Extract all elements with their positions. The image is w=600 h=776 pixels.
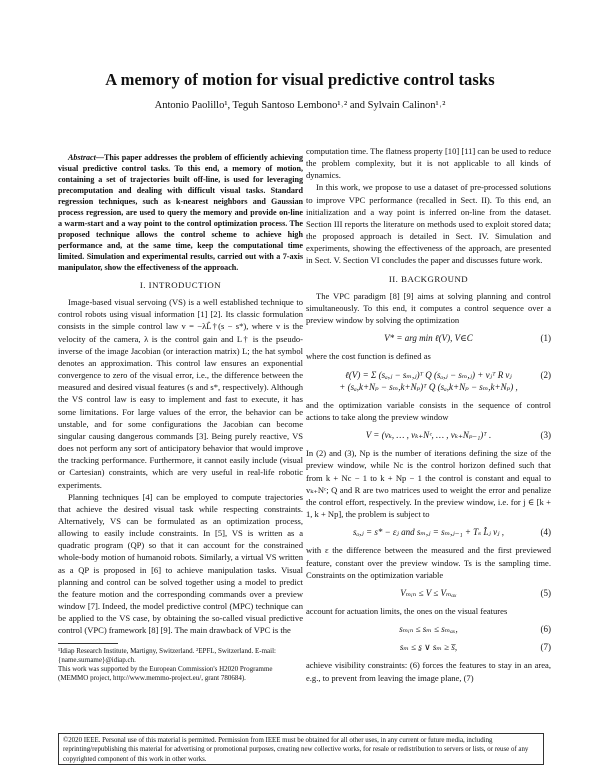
equation-3 [306,429,551,441]
footnote-affiliations: ¹Idiap Research Institute, Martigny, Switzerland. ²EPFL, Switzerland. E-mail: {name.surname}@idiap.ch. [58,646,276,664]
right-column [306,145,551,684]
equation-7-body: sₘ ≤ s̱ ∨ sₘ ≥ s̅, [399,642,458,653]
equation-2 [306,369,551,393]
equation-1-number: (1) [540,333,551,344]
copyright-notice: ©2020 IEEE. Personal use of this material is permitted. Permission from IEEE must be obtained for all other uses, in any current or future media, including reprinting/republishing this material for advertising or promotional purposes, creating new collective works, for resale or redistribution to servers or lists, or reuse of any copyrighted component of this work in other works. [58,733,544,765]
background-paragraph-4: In (2) and (3), Np is the number of iterations defining the size of the preview window, while Nc is the control horizon defined such that from k + Nc − 1 to k + Np − 1 the control is constant and equal to vₖ₊Nᶜ; Q and R are two matrices used to weight the error and penalize the control effort, respectively. In the preview window, i.e. for j ∈ [k + 1, k + Np], the problem is subject to [306,448,551,520]
equation-2-line-1: ℓ(V) = Σ (sₐ,ⱼ − sₘ,ⱼ)ᵀ Q (sₐ,ⱼ − sₘ,ⱼ) + vⱼᵀ R vⱼ [345,369,512,380]
equation-6 [306,623,551,635]
section-heading-introduction: I. INTRODUCTION [139,280,222,290]
equation-7-number: (7) [540,642,551,653]
intro-paragraph-1: Image-based visual servoing (VS) is a well established technique to control robots using visual information [1] [2]. Its classic formulation consists in the simple control law v = −λL̂†(s − s*), where v is the velocity of the camera, λ is the control gain and L† is the pseudo-inverse of the image Jacobian (or interaction matrix) L; the hat symbol denotes an approximation. This control law ensures an exponential convergence to zero of the visual error, i.e., the difference between the measured and desired visual features (s and s*, respectively). Although the VS control law is easy to implement and fast to execute, it has some limitations. For large values of the error, the behavior can be unstable, and for some configurations the Jacobian can become singular causing dangerous commands [3]. Being purely reactive, VS does not perform any sort of anticipatory behavior that would improve the tracking performance. Furthermore, it cannot easily include (visual or Cartesian) constraints, which are very useful in real-life robotic experiments. [58,297,303,490]
equation-2-number: (2) [540,369,551,380]
intro-paragraph-2: Planning techniques [4] can be employed to compute trajectories that achieve the desired visual task while respecting constraints. Alternatively, VS can be formulated as an optimization process, allowing to easily include constraints. In [5], VS is written as a quadratic program (QP) so that it can account for the constrained whole-body motion of humanoid robots. Similarly, a virtual VS written as a QP is proposed in [6] to achieve manipulation tasks. Visual planning and control can be solved together using a model to predict the feature motion and the corresponding commands over a preview window [7]. Indeed, the model predictive control (MPC) technique can be applied to the VS case, by obtaining the so-called visual predictive control (VPC) framework [8] [9]. The main drawback of VPC is the [58,491,303,636]
equation-1 [306,332,551,344]
section-heading-background: II. BACKGROUND [388,273,469,284]
equation-6-body: sₘᵢₙ ≤ sₘ ≤ sₘₐₓ, [399,624,458,635]
equation-5-body: Vₘᵢₙ ≤ V ≤ Vₘₐₓ [400,587,457,598]
equation-7 [306,641,551,653]
paper-title: A memory of motion for visual predictive control tasks [105,70,495,89]
equation-6-number: (6) [540,624,551,635]
abstract [58,152,303,273]
equation-4-number: (4) [540,527,551,538]
background-paragraph-6: account for actuation limits, the ones on the visual features [306,606,508,616]
background-paragraph-3: and the optimization variable consists in the sequence of control actions to take along the preview window [306,399,551,422]
footnote-funding: This work was supported by the European Commission's H2020 Programme (MEMMO project, http://www.memmo-project.eu/, grant 780684). [58,664,273,682]
equation-1-body: V* = arg min ℓ(V), V∈C [384,333,473,344]
equation-3-number: (3) [540,430,551,441]
footnote-rule [58,643,118,644]
right-paragraph-1: computation time. The flatness property [10] [11] can be used to reduce the problem complexity, but it is not applicable to all kinds of dynamics. [306,146,551,181]
equation-5-number: (5) [540,587,551,598]
background-paragraph-1: The VPC paradigm [8] [9] aims at solving planning and control simultaneously. To this end, it computes a control sequence over a preview window by solving the optimization [306,290,551,326]
background-paragraph-2: where the cost function is defined as [306,351,431,362]
abstract-lead: Abstract [68,153,96,162]
background-paragraph-7: achieve visibility constraints: (6) forces the features to stay in an area, e.g., to prevent from leaving the image plane, (7) [306,660,551,683]
equation-4 [306,526,551,538]
equation-5 [306,587,551,599]
left-column [58,152,303,683]
equation-3-body: V = (vₖ, … , vₖ₊Nᶜ, … , vₖ₊Nₚ₋₁)ᵀ . [365,430,492,441]
right-paragraph-2: In this work, we propose to use a dataset of pre-processed solutions to improve VPC performance (recalled in Sect. II). To this end, an initialization and a way point is inferred on-line from the dataset. Section III reports the literature on methods used to exploit stored data; the proposed approach is detailed in Sect. IV. Simulation and experiments, showing the effectiveness of the approach, are presented in Sect. V. Section VI concludes the paper and discusses future work. [306,182,551,266]
equation-4-body: sₐ,ⱼ = s* − εⱼ and sₘ,ⱼ = sₘ,ⱼ₋₁ + Tₛ L̂ⱼ vⱼ , [353,527,504,538]
abstract-body: —This paper addresses the problem of efficiently achieving visual predictive control tasks. To this end, a memory of motion, containing a set of trajectories built off-line, is used for leveraging precomputation and dealing with difficult visual tasks. Standard regression techniques, such as k-nearest neighbors and Gaussian process regression, are used to query the memory and provide on-line a warm-start and a way point to the control optimization process. The proposed technique allows the control scheme to achieve high performance and, at the same time, keep the computational time limited. Simulation and experimental results, carried out with a 7-axis manipulator, show the effectiveness of the approach. [58,153,303,272]
author-list: Antonio Paolillo¹, Teguh Santoso Lembono¹˒² and Sylvain Calinon¹˒² [154,100,446,111]
equation-2-line-2-body: + (sₐ,k+Nₚ − sₘ,k+Nₚ)ᵀ Q (sₐ,k+Nₚ − sₘ,k+Nₚ) , [339,381,518,392]
background-paragraph-5: with ε the difference between the measured and the first previewed feature, constant over the preview window. Ts is the sampling time. Constraints on the optimization variable [306,545,551,580]
